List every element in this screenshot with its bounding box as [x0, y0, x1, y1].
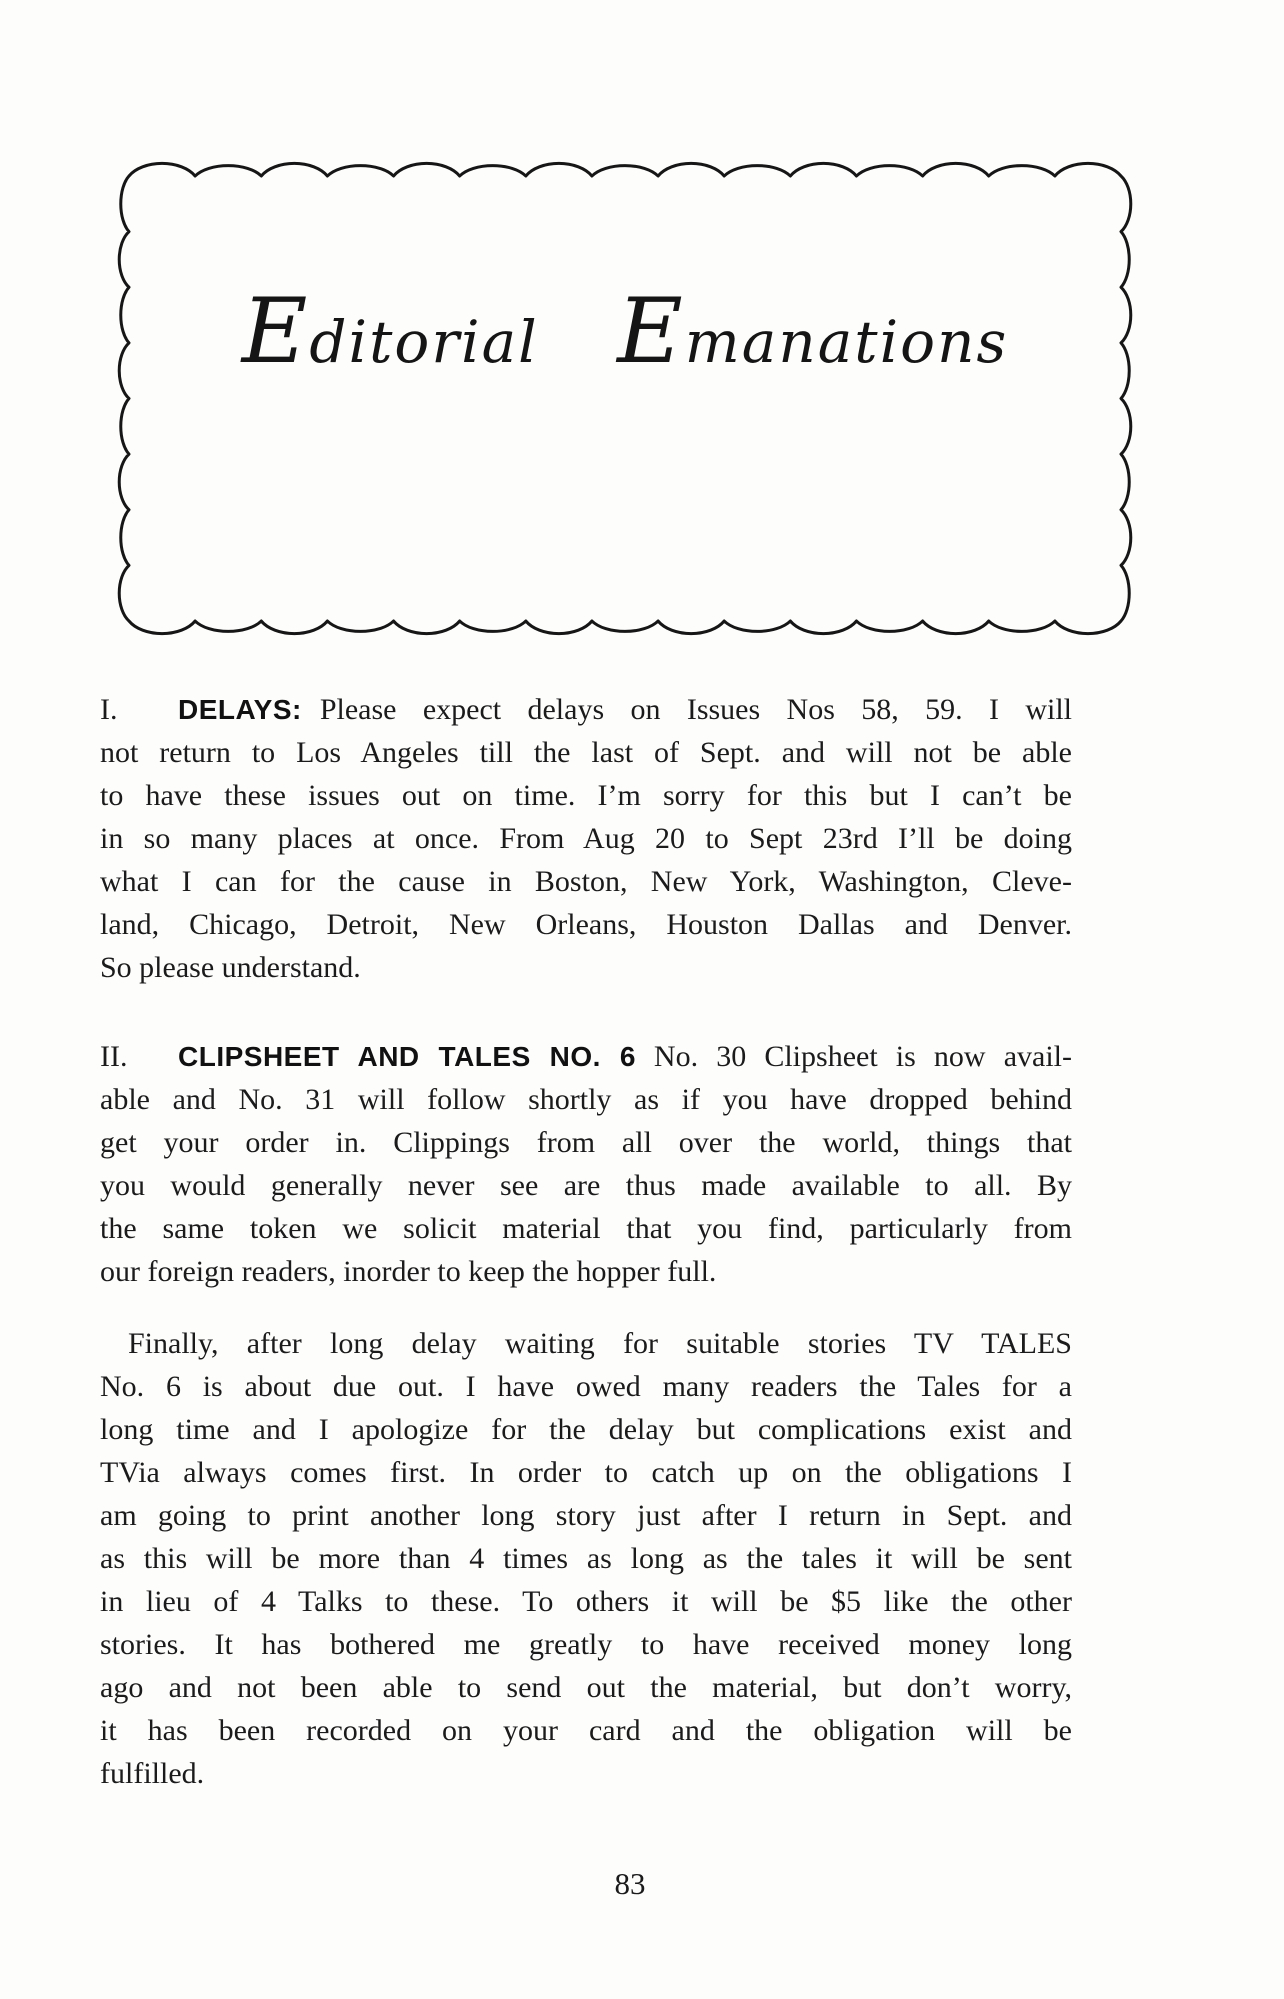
- page-number: 83: [614, 1866, 646, 1901]
- text-line: TVia always comes first. In order to catch up on the obligations I: [100, 1456, 1072, 1489]
- text-line: in so many places at once. From Aug 20 to Sept 23rd I’ll be doing: [100, 822, 1072, 855]
- paragraph-numeral: I.: [100, 693, 118, 726]
- text-run: No. 30 Clipsheet is now avail-: [653, 1040, 1072, 1073]
- text-line: get your order in. Clippings from all over the world, things that: [100, 1126, 1072, 1159]
- text-line: long time and I apologize for the delay but complications exist and: [100, 1413, 1072, 1446]
- title-word-rest: manations: [684, 308, 1009, 376]
- page-title: [103, 280, 1147, 384]
- title-word: [617, 280, 1009, 384]
- body-text: [100, 688, 1072, 1795]
- paragraph-heading: DELAYS:: [178, 694, 302, 725]
- text-line: not return to Los Angeles till the last of Sept. and will not be able: [100, 736, 1072, 769]
- text-line: it has been recorded on your card and the obligation will be: [100, 1714, 1072, 1747]
- paragraph-delays: [100, 688, 1072, 989]
- title-initial: E: [617, 280, 683, 384]
- text-line: Finally, after long delay waiting for suitable stories TV TALES: [128, 1327, 1072, 1360]
- text-line: to have these issues out on time. I’m sorry for this but I can’t be: [100, 779, 1072, 812]
- paragraph-heading: CLIPSHEET AND TALES NO. 6: [178, 1041, 636, 1072]
- paragraph-finally: [100, 1322, 1072, 1795]
- text-line: [100, 1035, 1072, 1078]
- paragraph-numeral: II.: [100, 1040, 128, 1073]
- text-line: [100, 688, 1072, 731]
- text-line: able and No. 31 will follow shortly as if you have dropped behind: [100, 1083, 1072, 1116]
- text-run: Please expect delays on Issues Nos 58, 59. I will: [319, 693, 1072, 726]
- text-line: land, Chicago, Detroit, New Orleans, Houston Dallas and Denver.: [100, 908, 1072, 941]
- text-line: fulfilled.: [100, 1757, 205, 1790]
- text-line: No. 6 is about due out. I have owed many readers the Tales for a: [100, 1370, 1072, 1403]
- text-line: stories. It has bothered me greatly to have received money long: [100, 1628, 1072, 1661]
- text-line: you would generally never see are thus made available to all. By: [100, 1169, 1072, 1202]
- text-line: as this will be more than 4 times as long as the tales it will be sent: [100, 1542, 1072, 1575]
- title-initial: E: [241, 280, 308, 384]
- title-word-rest: ditorial: [309, 308, 539, 376]
- text-line: ago and not been able to send out the material, but don’t worry,: [100, 1671, 1072, 1704]
- paragraph-clipsheet: [100, 1035, 1072, 1293]
- text-line: what I can for the cause in Boston, New York, Washington, Cleve-: [100, 865, 1072, 898]
- text-line: am going to print another long story just after I return in Sept. and: [100, 1499, 1072, 1532]
- decorative-frame: [103, 150, 1147, 647]
- text-line: So please understand.: [100, 951, 361, 984]
- scalloped-border: [103, 150, 1147, 647]
- title-word: [241, 280, 539, 384]
- text-line: in lieu of 4 Talks to these. To others it will be $5 like the other: [100, 1585, 1072, 1618]
- text-line: the same token we solicit material that you find, particularly from: [100, 1212, 1072, 1245]
- text-line: our foreign readers, inorder to keep the hopper full.: [100, 1255, 717, 1288]
